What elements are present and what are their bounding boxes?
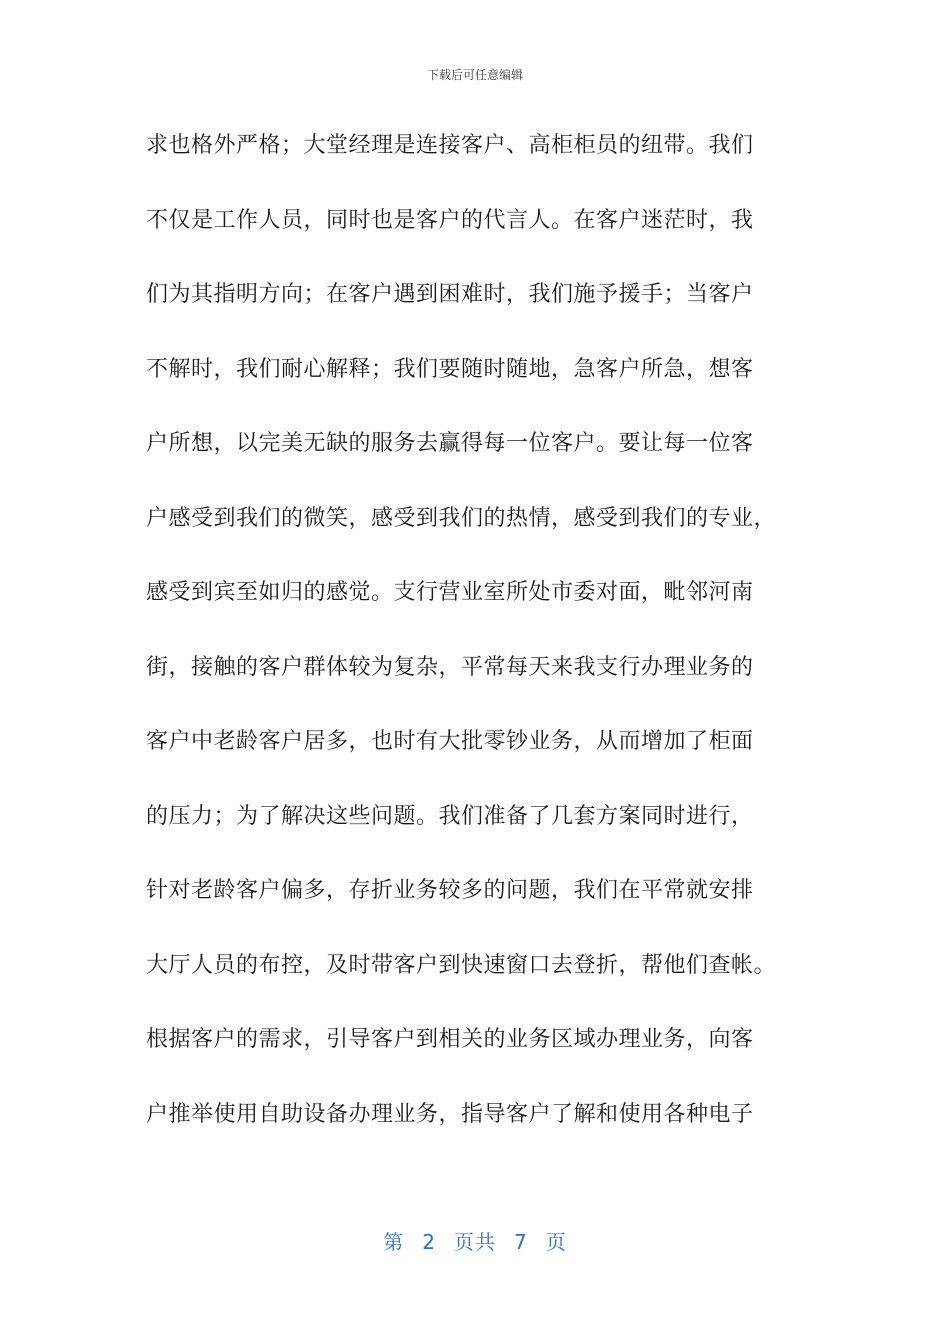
header-note: 下载后可任意编辑 xyxy=(426,68,523,82)
body-line: 户感受到我们的微笑，感受到我们的热情，感受到我们的专业， xyxy=(146,505,777,531)
body-line: 大厅人员的布控，及时带客户到快速窗口去登折，帮他们查帐。 xyxy=(146,952,777,978)
body-line: 街，接触的客户群体较为复杂，平常每天来我支行办理业务的 xyxy=(146,654,754,680)
body-line: 户所想，以完美无缺的服务去赢得每一位客户。要让每一位客 xyxy=(146,431,754,456)
page-middle: 页共 xyxy=(454,1230,496,1254)
page-prefix: 第 xyxy=(383,1230,405,1254)
body-line: 感受到宾至如归的感觉。支行营业室所处市委对面，毗邻河南 xyxy=(146,580,754,605)
body-line: 户推举使用自助设备办理业务，指导客户了解和使用各种电子 xyxy=(146,1101,754,1127)
body-line: 不仅是工作人员，同时也是客户的代言人。在客户迷茫时，我 xyxy=(146,207,754,233)
body-text xyxy=(146,124,806,1167)
page-suffix: 页 xyxy=(545,1230,567,1254)
body-line: 根据客户的需求，引导客户到相关的业务区域办理业务，向客 xyxy=(146,1027,754,1052)
body-line: 不解时，我们耐心解释；我们要随时随地，急客户所急，想客 xyxy=(146,356,754,382)
body-line: 求也格外严格；大堂经理是连接客户、高柜柜员的纽带。我们 xyxy=(146,133,754,158)
page-total: 7 xyxy=(514,1230,528,1254)
body-line: 们为其指明方向；在客户遇到困难时，我们施予援手；当客户 xyxy=(146,282,754,307)
body-line: 的压力；为了解决这些问题。我们准备了几套方案同时进行， xyxy=(146,803,754,829)
body-line: 客户中老龄客户居多，也时有大批零钞业务，从而增加了柜面 xyxy=(146,729,754,754)
page-footer xyxy=(0,1226,950,1255)
page-current: 2 xyxy=(422,1230,436,1254)
body-line: 针对老龄客户偏多，存折业务较多的问题，我们在平常就安排 xyxy=(146,878,754,903)
